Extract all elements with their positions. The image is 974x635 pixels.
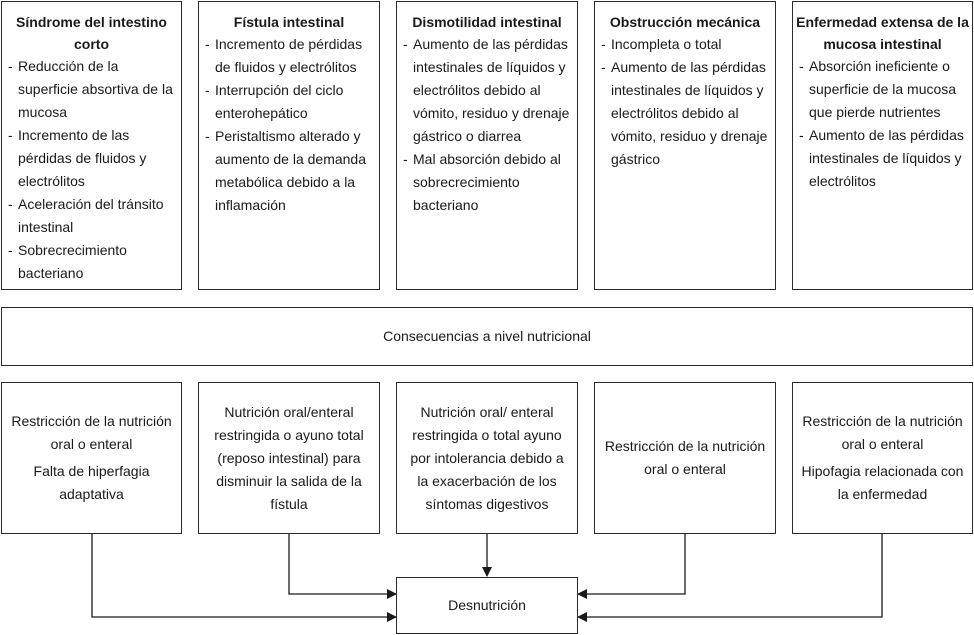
- consequence-text: Restricción de la nutrición oral o enteral: [604, 438, 766, 477]
- arrow-from-fistula: [289, 534, 396, 594]
- cause-item: - Sobrecrecimiento bacteriano: [8, 239, 175, 285]
- cause-item: - Aumento de las pérdidas intestinales de líquidos y electrólitos: [799, 124, 966, 193]
- consequence-text: Nutrición oral/ enteral restringida o total ayuno por intolerancia debido a la exacerbación de los síntomas digestivos: [410, 403, 564, 512]
- cause-title: Dismotilidad intestinal: [412, 14, 562, 30]
- arrow-from-mucosal-disease: [578, 534, 882, 617]
- arrow-from-obstruction: [578, 534, 685, 594]
- cause-item: - Incremento de pérdidas de fluidos y electrólitos: [205, 33, 373, 79]
- cause-item: - Reducción de la superficie absortiva de la mucosa: [8, 55, 175, 124]
- consequence-text: Restricción de la nutrición oral o enteral: [802, 413, 963, 452]
- cause-item: - Aceleración del tránsito intestinal: [8, 193, 175, 239]
- cause-title: Fístula intestinal: [233, 14, 345, 30]
- cause-item: - Interrupción del ciclo enterohepático: [205, 79, 373, 125]
- cause-item: - Incompleta o total: [601, 33, 769, 56]
- cause-item: - Absorción ineficiente o superficie de la mucosa que pierde nutrientes: [799, 55, 966, 124]
- cause-title: Enfermedad extensa de la mucosa intestinal: [796, 14, 969, 52]
- outcome-label: Desnutrición: [448, 597, 526, 613]
- cause-item: - Aumento de las pérdidas intestinales de líquidos y electrólitos debido al vómito, residuo y drenaje gástrico o diarrea: [403, 33, 571, 148]
- arrow-from-short-bowel: [92, 534, 396, 617]
- cause-item: - Mal absorción debido al sobrecrecimiento bacteriano: [403, 148, 571, 217]
- consequence-text: Nutrición oral/enteral restringida o ayuno total (reposo intestinal) para disminuir la salida de la fístula: [214, 403, 364, 512]
- cause-title: Obstrucción mecánica: [609, 14, 761, 30]
- cause-title: Síndrome del intestino corto: [16, 14, 167, 52]
- cause-item: - Peristaltismo alterado y aumento de la demanda metabólica debido a la inflamación: [205, 125, 373, 217]
- outcome-box-malnutrition: [396, 577, 578, 634]
- banner-label: Consecuencias a nivel nutricional: [383, 328, 591, 344]
- consequence-text: Restricción de la nutrición oral o enteral: [11, 413, 172, 452]
- consequence-text: Hipofagia relacionada con la enfermedad: [801, 463, 964, 502]
- consequence-text: Falta de hiperfagia adaptativa: [33, 463, 150, 502]
- cause-item: - Aumento de las pérdidas intestinales de líquidos y electrólitos debido al vómito, residuo y drenaje gástrico: [601, 56, 769, 171]
- cause-item: - Incremento de las pérdidas de fluidos y electrólitos: [8, 124, 175, 193]
